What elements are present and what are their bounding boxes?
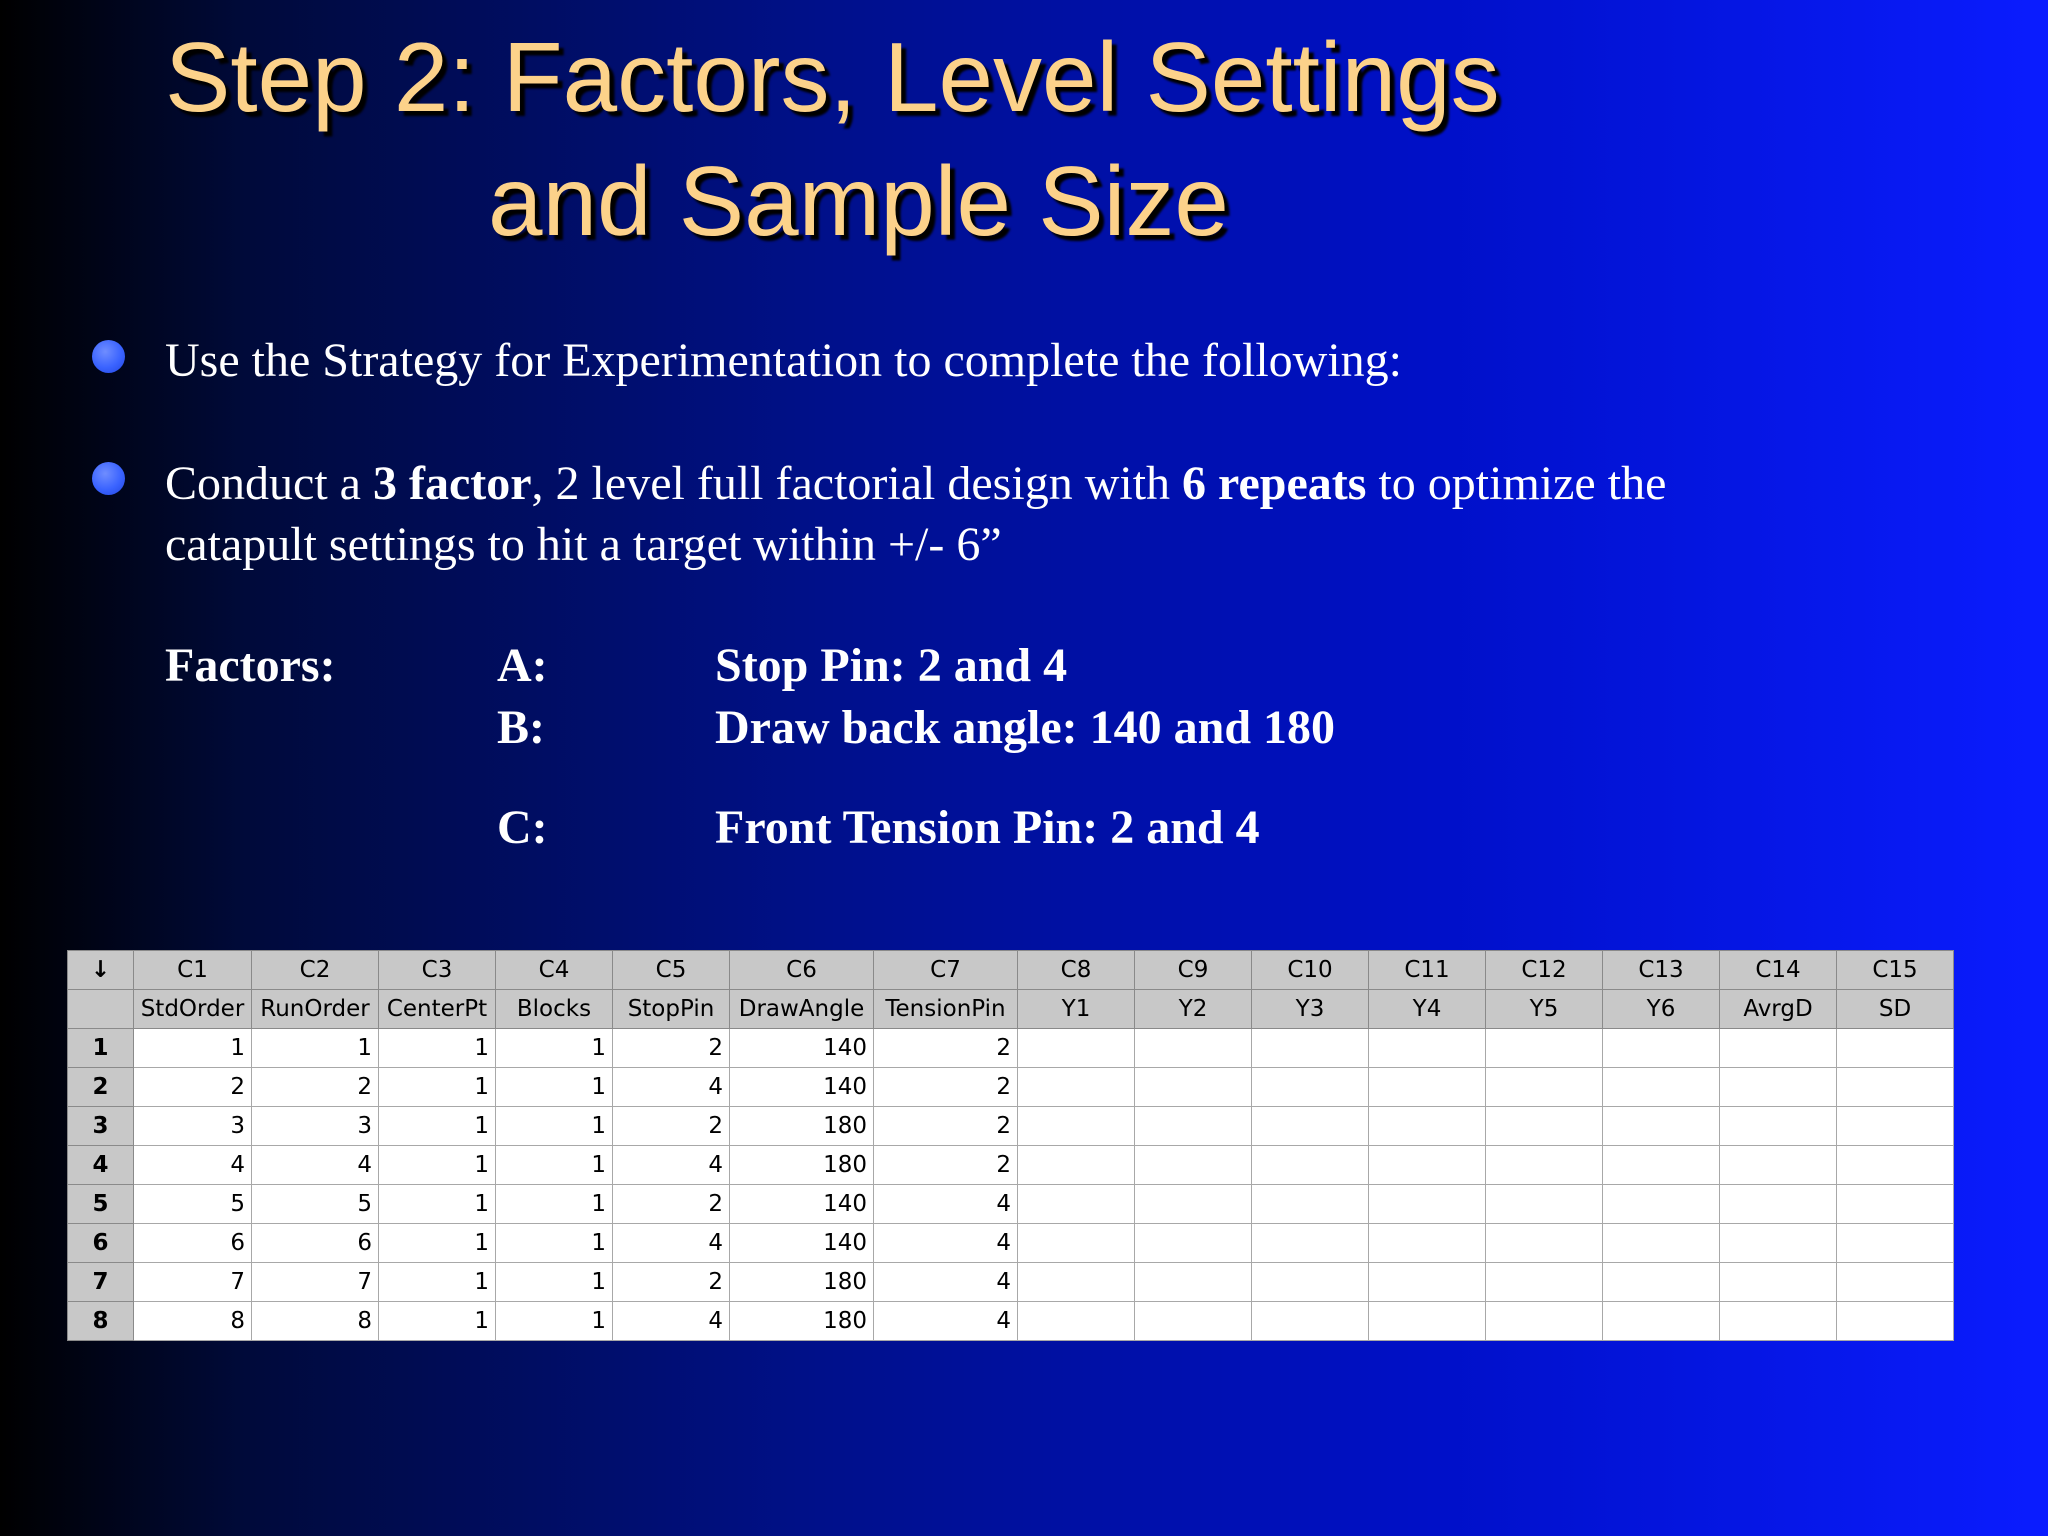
row-number-header[interactable]: 8: [68, 1302, 134, 1341]
table-cell[interactable]: 5: [252, 1185, 379, 1224]
table-cell[interactable]: [1486, 1263, 1603, 1302]
table-cell[interactable]: 1: [379, 1029, 496, 1068]
table-cell[interactable]: 180: [730, 1107, 874, 1146]
table-row: [68, 1224, 1954, 1263]
bullet-dot-icon: [92, 462, 125, 495]
table-cell[interactable]: 1: [496, 1029, 613, 1068]
bullet-text-1: Use the Strategy for Experimentation to complete the following:: [165, 334, 1403, 387]
bullet-dot-icon: [92, 340, 125, 373]
table-cell[interactable]: 1: [496, 1185, 613, 1224]
table-cell[interactable]: 4: [613, 1068, 730, 1107]
column-name-cell[interactable]: Y3: [1252, 990, 1369, 1029]
column-id-header[interactable]: C10: [1252, 951, 1369, 990]
table-cell[interactable]: [1018, 1185, 1135, 1224]
table-cell[interactable]: [1018, 1068, 1135, 1107]
table-row: [68, 1185, 1954, 1224]
table-cell[interactable]: [1720, 1107, 1837, 1146]
table-cell[interactable]: [1369, 1224, 1486, 1263]
table-cell[interactable]: [1837, 1185, 1954, 1224]
table-cell[interactable]: [1603, 1185, 1720, 1224]
row-number-header[interactable]: 3: [68, 1107, 134, 1146]
table-cell[interactable]: [1018, 1029, 1135, 1068]
row-number-header[interactable]: 7: [68, 1263, 134, 1302]
table-cell[interactable]: 1: [379, 1224, 496, 1263]
table-cell[interactable]: 5: [134, 1185, 252, 1224]
column-id-header[interactable]: C15: [1837, 951, 1954, 990]
table-cell[interactable]: [1720, 1263, 1837, 1302]
table-cell[interactable]: [1837, 1302, 1954, 1341]
table-cell[interactable]: 4: [252, 1146, 379, 1185]
column-name-cell[interactable]: Blocks: [496, 990, 613, 1029]
table-cell[interactable]: 2: [874, 1146, 1018, 1185]
column-name-cell[interactable]: Y5: [1486, 990, 1603, 1029]
table-cell[interactable]: [1369, 1263, 1486, 1302]
row-number-header[interactable]: 1: [68, 1029, 134, 1068]
table-cell[interactable]: [1720, 1185, 1837, 1224]
bullet-text-2-bold: 3 factor: [372, 457, 532, 510]
column-name-cell[interactable]: StdOrder: [134, 990, 252, 1029]
column-name-cell[interactable]: DrawAngle: [730, 990, 874, 1029]
table-cell[interactable]: [1369, 1107, 1486, 1146]
column-name-cell[interactable]: SD: [1837, 990, 1954, 1029]
table-row: [68, 1068, 1954, 1107]
table-cell[interactable]: [1603, 1029, 1720, 1068]
table-cell[interactable]: [1837, 1224, 1954, 1263]
column-id-header[interactable]: C6: [730, 951, 874, 990]
table-cell[interactable]: 6: [134, 1224, 252, 1263]
table-cell[interactable]: [1252, 1107, 1369, 1146]
column-id-header[interactable]: C8: [1018, 951, 1135, 990]
row-number-header[interactable]: 4: [68, 1146, 134, 1185]
table-cell[interactable]: 4: [874, 1224, 1018, 1263]
table-cell[interactable]: 3: [134, 1107, 252, 1146]
table-cell[interactable]: 180: [730, 1146, 874, 1185]
table-cell[interactable]: [1135, 1224, 1252, 1263]
bullet-text-2-part: Conduct a: [165, 457, 373, 510]
table-cell[interactable]: 8: [134, 1302, 252, 1341]
table-cell[interactable]: [1252, 1068, 1369, 1107]
table-cell[interactable]: [1837, 1146, 1954, 1185]
table-cell[interactable]: [1135, 1146, 1252, 1185]
factor-key: B:: [497, 701, 545, 754]
table-cell[interactable]: [1720, 1068, 1837, 1107]
table-cell[interactable]: 1: [379, 1068, 496, 1107]
row-number-header[interactable]: 5: [68, 1185, 134, 1224]
column-id-header[interactable]: C2: [252, 951, 379, 990]
table-cell[interactable]: [1837, 1263, 1954, 1302]
column-name-cell[interactable]: Y4: [1369, 990, 1486, 1029]
table-cell[interactable]: 4: [874, 1263, 1018, 1302]
table-cell[interactable]: [1603, 1263, 1720, 1302]
table-row: [68, 1302, 1954, 1341]
column-name-cell[interactable]: TensionPin: [874, 990, 1018, 1029]
table-cell[interactable]: [1252, 1029, 1369, 1068]
table-cell[interactable]: 4: [613, 1224, 730, 1263]
table-cell[interactable]: 180: [730, 1263, 874, 1302]
table-cell[interactable]: 4: [874, 1302, 1018, 1341]
table-cell[interactable]: [1486, 1185, 1603, 1224]
table-cell[interactable]: 1: [379, 1146, 496, 1185]
table-cell[interactable]: [1837, 1107, 1954, 1146]
bullet-text-2-bold: 6 repeats: [1182, 457, 1367, 510]
table-cell[interactable]: [1486, 1146, 1603, 1185]
table-cell[interactable]: 2: [613, 1263, 730, 1302]
sheet-corner-arrow-icon[interactable]: ↓: [68, 951, 134, 990]
slide-title-line-1: Step 2: Factors, Level Settings: [165, 22, 1500, 132]
table-cell[interactable]: 2: [252, 1068, 379, 1107]
table-cell[interactable]: [1486, 1107, 1603, 1146]
table-cell[interactable]: [1135, 1029, 1252, 1068]
table-cell[interactable]: 4: [613, 1146, 730, 1185]
table-cell[interactable]: [1837, 1068, 1954, 1107]
table-cell[interactable]: 2: [874, 1029, 1018, 1068]
slide-title-line-2: and Sample Size: [488, 146, 1229, 256]
column-id-header[interactable]: C13: [1603, 951, 1720, 990]
table-cell[interactable]: [1720, 1146, 1837, 1185]
column-name-cell[interactable]: RunOrder: [252, 990, 379, 1029]
table-cell[interactable]: 1: [379, 1107, 496, 1146]
column-name-cell[interactable]: AvrgD: [1720, 990, 1837, 1029]
table-cell[interactable]: 2: [874, 1107, 1018, 1146]
factor-key: C:: [497, 801, 548, 854]
table-cell[interactable]: 1: [496, 1107, 613, 1146]
table-cell[interactable]: 140: [730, 1224, 874, 1263]
bullet-text-2-part: to optimize the: [1366, 457, 1667, 510]
table-cell[interactable]: 1: [379, 1185, 496, 1224]
table-cell[interactable]: 4: [874, 1185, 1018, 1224]
table-cell[interactable]: 1: [496, 1302, 613, 1341]
table-cell[interactable]: [1018, 1107, 1135, 1146]
row-number-header[interactable]: 2: [68, 1068, 134, 1107]
table-cell[interactable]: [1252, 1263, 1369, 1302]
table-cell[interactable]: [1369, 1185, 1486, 1224]
table-cell[interactable]: [1720, 1302, 1837, 1341]
factor-key: A:: [497, 639, 548, 692]
table-cell[interactable]: 4: [613, 1302, 730, 1341]
table-cell[interactable]: 1: [496, 1263, 613, 1302]
table-cell[interactable]: 2: [613, 1029, 730, 1068]
column-name-cell[interactable]: Y1: [1018, 990, 1135, 1029]
table-cell[interactable]: [1018, 1263, 1135, 1302]
table-cell[interactable]: 2: [874, 1068, 1018, 1107]
factor-desc: Front Tension Pin: 2 and 4: [715, 801, 1260, 854]
table-row: [68, 1263, 1954, 1302]
table-cell[interactable]: [1018, 1224, 1135, 1263]
column-id-header[interactable]: C14: [1720, 951, 1837, 990]
table-cell[interactable]: 180: [730, 1302, 874, 1341]
table-cell[interactable]: 7: [134, 1263, 252, 1302]
table-cell[interactable]: 1: [379, 1263, 496, 1302]
table-cell[interactable]: [1486, 1302, 1603, 1341]
table-cell[interactable]: [1603, 1302, 1720, 1341]
table-cell[interactable]: [1252, 1224, 1369, 1263]
table-cell[interactable]: [1135, 1302, 1252, 1341]
table-cell[interactable]: [1603, 1224, 1720, 1263]
column-id-header[interactable]: C9: [1135, 951, 1252, 990]
table-row: [68, 1107, 1954, 1146]
table-cell[interactable]: [1018, 1302, 1135, 1341]
table-cell[interactable]: 1: [252, 1029, 379, 1068]
column-id-row: [68, 951, 1954, 990]
table-cell[interactable]: 1: [134, 1029, 252, 1068]
factor-desc: Stop Pin: 2 and 4: [715, 639, 1068, 692]
table-cell[interactable]: [1369, 1068, 1486, 1107]
table-cell[interactable]: [1252, 1185, 1369, 1224]
table-cell[interactable]: 2: [134, 1068, 252, 1107]
table-cell[interactable]: 1: [496, 1146, 613, 1185]
table-cell[interactable]: [1135, 1107, 1252, 1146]
table-cell[interactable]: [1720, 1224, 1837, 1263]
column-id-header[interactable]: C11: [1369, 951, 1486, 990]
column-id-header[interactable]: C12: [1486, 951, 1603, 990]
column-id-header[interactable]: C7: [874, 951, 1018, 990]
table-cell[interactable]: [1135, 1185, 1252, 1224]
column-id-header[interactable]: C1: [134, 951, 252, 990]
table-cell[interactable]: [1369, 1146, 1486, 1185]
table-cell[interactable]: [1837, 1029, 1954, 1068]
bullet-text-2: [165, 453, 1666, 514]
table-cell[interactable]: 140: [730, 1029, 874, 1068]
table-cell[interactable]: [1369, 1029, 1486, 1068]
column-id-header[interactable]: C4: [496, 951, 613, 990]
table-cell[interactable]: [1486, 1068, 1603, 1107]
column-name-corner: [68, 990, 134, 1029]
table-cell[interactable]: [1486, 1224, 1603, 1263]
table-cell[interactable]: 140: [730, 1185, 874, 1224]
column-name-cell[interactable]: CenterPt: [379, 990, 496, 1029]
table-cell[interactable]: 6: [252, 1224, 379, 1263]
factors-label: Factors:: [165, 639, 336, 692]
table-cell[interactable]: [1252, 1146, 1369, 1185]
column-id-header[interactable]: C5: [613, 951, 730, 990]
column-name-row: [68, 990, 1954, 1029]
table-cell[interactable]: [1135, 1263, 1252, 1302]
table-cell[interactable]: 1: [496, 1224, 613, 1263]
table-cell[interactable]: [1135, 1068, 1252, 1107]
table-cell[interactable]: [1603, 1068, 1720, 1107]
table-cell[interactable]: [1018, 1146, 1135, 1185]
table-cell[interactable]: 3: [252, 1107, 379, 1146]
table-cell[interactable]: 1: [496, 1068, 613, 1107]
table-cell[interactable]: 2: [613, 1185, 730, 1224]
table-cell[interactable]: [1486, 1029, 1603, 1068]
column-name-cell[interactable]: Y2: [1135, 990, 1252, 1029]
table-cell[interactable]: 2: [613, 1107, 730, 1146]
bullet-text-2-part: , 2 level full factorial design with: [531, 457, 1183, 510]
table-cell[interactable]: 1: [379, 1302, 496, 1341]
table-cell[interactable]: [1603, 1107, 1720, 1146]
table-cell[interactable]: [1603, 1146, 1720, 1185]
table-row: [68, 1029, 1954, 1068]
table-cell[interactable]: [1369, 1302, 1486, 1341]
table-cell[interactable]: 8: [252, 1302, 379, 1341]
bullet-text-2-line-2: catapult settings to hit a target within +/- 6”: [165, 518, 1002, 571]
worksheet-table: [67, 950, 1954, 1341]
table-cell[interactable]: 140: [730, 1068, 874, 1107]
factor-desc: Draw back angle: 140 and 180: [715, 701, 1336, 754]
table-row: [68, 1146, 1954, 1185]
column-name-cell[interactable]: Y6: [1603, 990, 1720, 1029]
row-number-header[interactable]: 6: [68, 1224, 134, 1263]
column-id-header[interactable]: C3: [379, 951, 496, 990]
table-cell[interactable]: 7: [252, 1263, 379, 1302]
table-cell[interactable]: 4: [134, 1146, 252, 1185]
table-cell[interactable]: [1720, 1029, 1837, 1068]
column-name-cell[interactable]: StopPin: [613, 990, 730, 1029]
table-cell[interactable]: [1252, 1302, 1369, 1341]
